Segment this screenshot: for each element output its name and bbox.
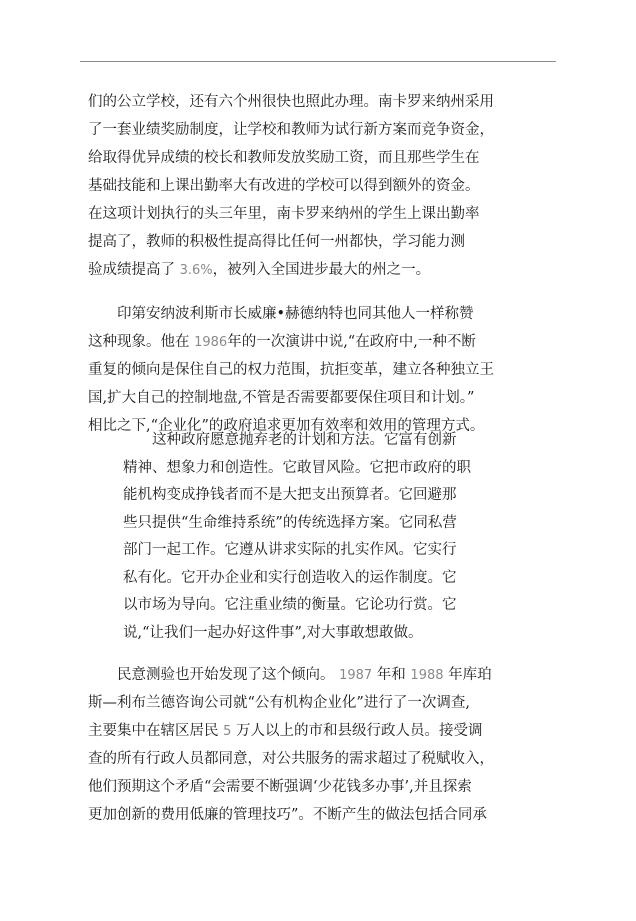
- text-line: 斯—利布兰德咨询公司就“公有机构企业化”进行了一次调查,: [88, 695, 470, 711]
- text-line: 相比之下,“企业化”的政府追求更加有效率和效用的管理方式。: [88, 418, 485, 434]
- paragraph-2: [88, 300, 550, 440]
- text-line: 在这项计划执行的头三年里，南卡罗来纳州的学生上课出勤率: [88, 206, 480, 222]
- text-line: 提高了，教师的积极性提高得比任何一州都快，学习能力测: [88, 234, 465, 250]
- text-line: 些只提供“生命维持系统”的传统选择方案。它同私营: [123, 514, 457, 531]
- text-line: 以市场为导向。它注重业绩的衡量。它论功行赏。它: [123, 597, 457, 613]
- text-line: 精神、想象力和创造性。它敢冒风险。它把市政府的职: [123, 459, 471, 476]
- text-line: 他们预期这个矛盾“会需要不断强调‘少花钱多办事’,并且探索: [88, 779, 472, 795]
- numeral: 5: [223, 724, 232, 739]
- text-line: 印第安纳波利斯市长威廉•赫德纳特也同其他人一样称赞: [117, 306, 474, 322]
- numeral: 1987: [339, 668, 373, 683]
- numeral: 1988: [410, 668, 444, 683]
- paragraph-1: [88, 88, 550, 284]
- text-line: 这种政府愿意抛弃老的计划和方法。它富有创新: [152, 432, 457, 448]
- numeral: 3.6%: [179, 263, 213, 278]
- text-line: 查的所有行政人员都同意，对公共服务的需求超过了税赋收入，: [88, 751, 494, 767]
- text-line: 这种现象。他在 1986年的一次演讲中说,“在政府中,一种不断: [88, 334, 476, 350]
- text-line: 重复的倾向是保住自己的权力范围，抗拒变革，建立各种独立王: [88, 362, 494, 378]
- text-line: 主要集中在辖区居民 5 万人以上的市和县级行政人员。接受调: [88, 723, 483, 739]
- text-line: 给取得优异成绩的校长和教师发放奖励工资，而且那些学生在: [88, 150, 480, 166]
- block-quote: [123, 427, 523, 647]
- paragraph-3: [88, 661, 550, 829]
- text-line: 能机构变成挣钱者而不是大把支出预算者。它回避那: [123, 487, 457, 503]
- numeral: 1986: [194, 335, 228, 350]
- text-line: 说,“让我们一起办好这件事”,对大事敢想敢做。: [123, 624, 423, 641]
- text-line: 了一套业绩奖励制度，让学校和教师为试行新方案而竞争资金，: [88, 122, 494, 138]
- text-line: 验成绩提高了 3.6%，被列入全国进步最大的州之一。: [88, 262, 431, 278]
- text-line: 国,扩大自己的控制地盘,不管是否需要都要保住项目和计划。”: [88, 390, 475, 406]
- text-line: 们的公立学校，还有六个州很快也照此办理。南卡罗来纳州采用: [88, 94, 494, 110]
- text-line: 基础技能和上课出勤率大有改进的学校可以得到额外的资金。: [88, 178, 480, 194]
- text-line: 更加创新的费用低廉的管理技巧”。不断产生的做法包括合同承: [88, 807, 487, 823]
- text-line: 部门一起工作。它遵从讲求实际的扎实作风。它实行: [123, 542, 457, 558]
- text-line: 民意测验也开始发现了这个倾向。 1987 年和 1988 年库珀: [117, 667, 492, 683]
- text-line: 私有化。它开办企业和实行创造收入的运作制度。它: [123, 569, 457, 586]
- header-rule: [80, 61, 556, 62]
